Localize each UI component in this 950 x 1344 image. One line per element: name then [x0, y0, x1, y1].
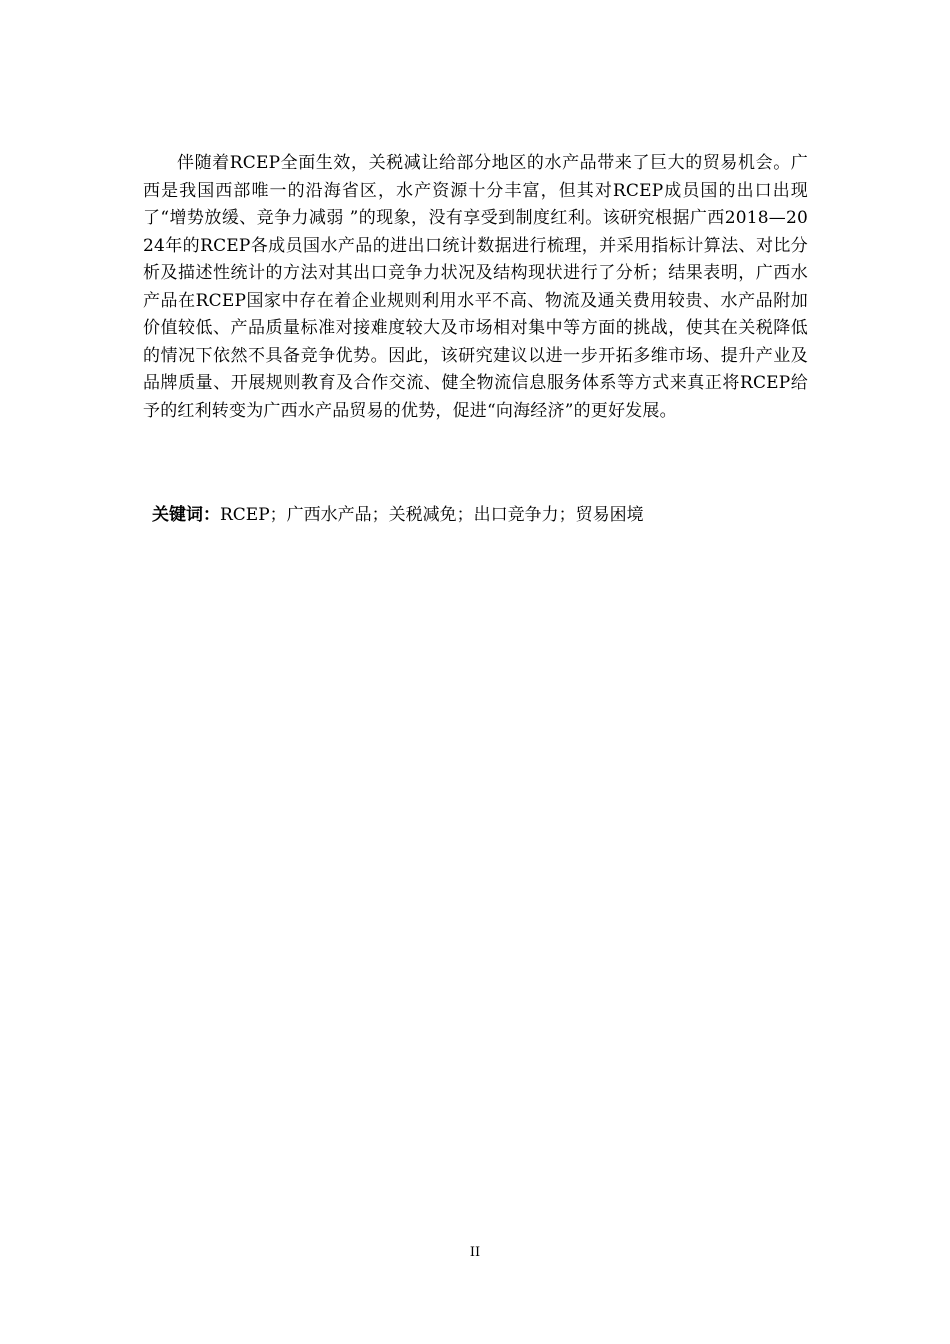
keywords-label: 关键词：: [152, 505, 220, 525]
page-number: II: [469, 1245, 481, 1260]
keywords-line: [152, 502, 812, 528]
abstract-paragraph: 伴随着RCEP全面生效，关税减让给部分地区的水产品带来了巨大的贸易机会。广西是我国西部唯一的沿海省区，水产资源十分丰富，但其对RCEP成员国的出口出现了“增势放缓、竞争力减弱 ”的现象，没有享受到制度红利。该研究根据广西2018—2024年的RCEP各成员国水产品的进出口统计数据进行梳理，并采用指标计算法、对比分析及描述性统计的方法对其出口竞争力状况及结构现状进行了分析；结果表明，广西水产品在RCEP国家中存在着企业规则利用水平不高、物流及通关费用较贵、水产品附加价值较低、产品质量标准对接难度较大及市场相对集中等方面的挑战，使其在关税降低的情况下依然不具备竞争优势。因此，该研究建议以进一步开拓多维市场、提升产业及品牌质量、开展规则教育及合作交流、健全物流信息服务体系等方式来真正将RCEP给予的红利转变为广西水产品贸易的优势，促进“向海经济”的更好发展。: [143, 153, 808, 421]
keywords-text: RCEP；广西水产品；关税减免；出口竞争力；贸易困境: [220, 505, 644, 525]
